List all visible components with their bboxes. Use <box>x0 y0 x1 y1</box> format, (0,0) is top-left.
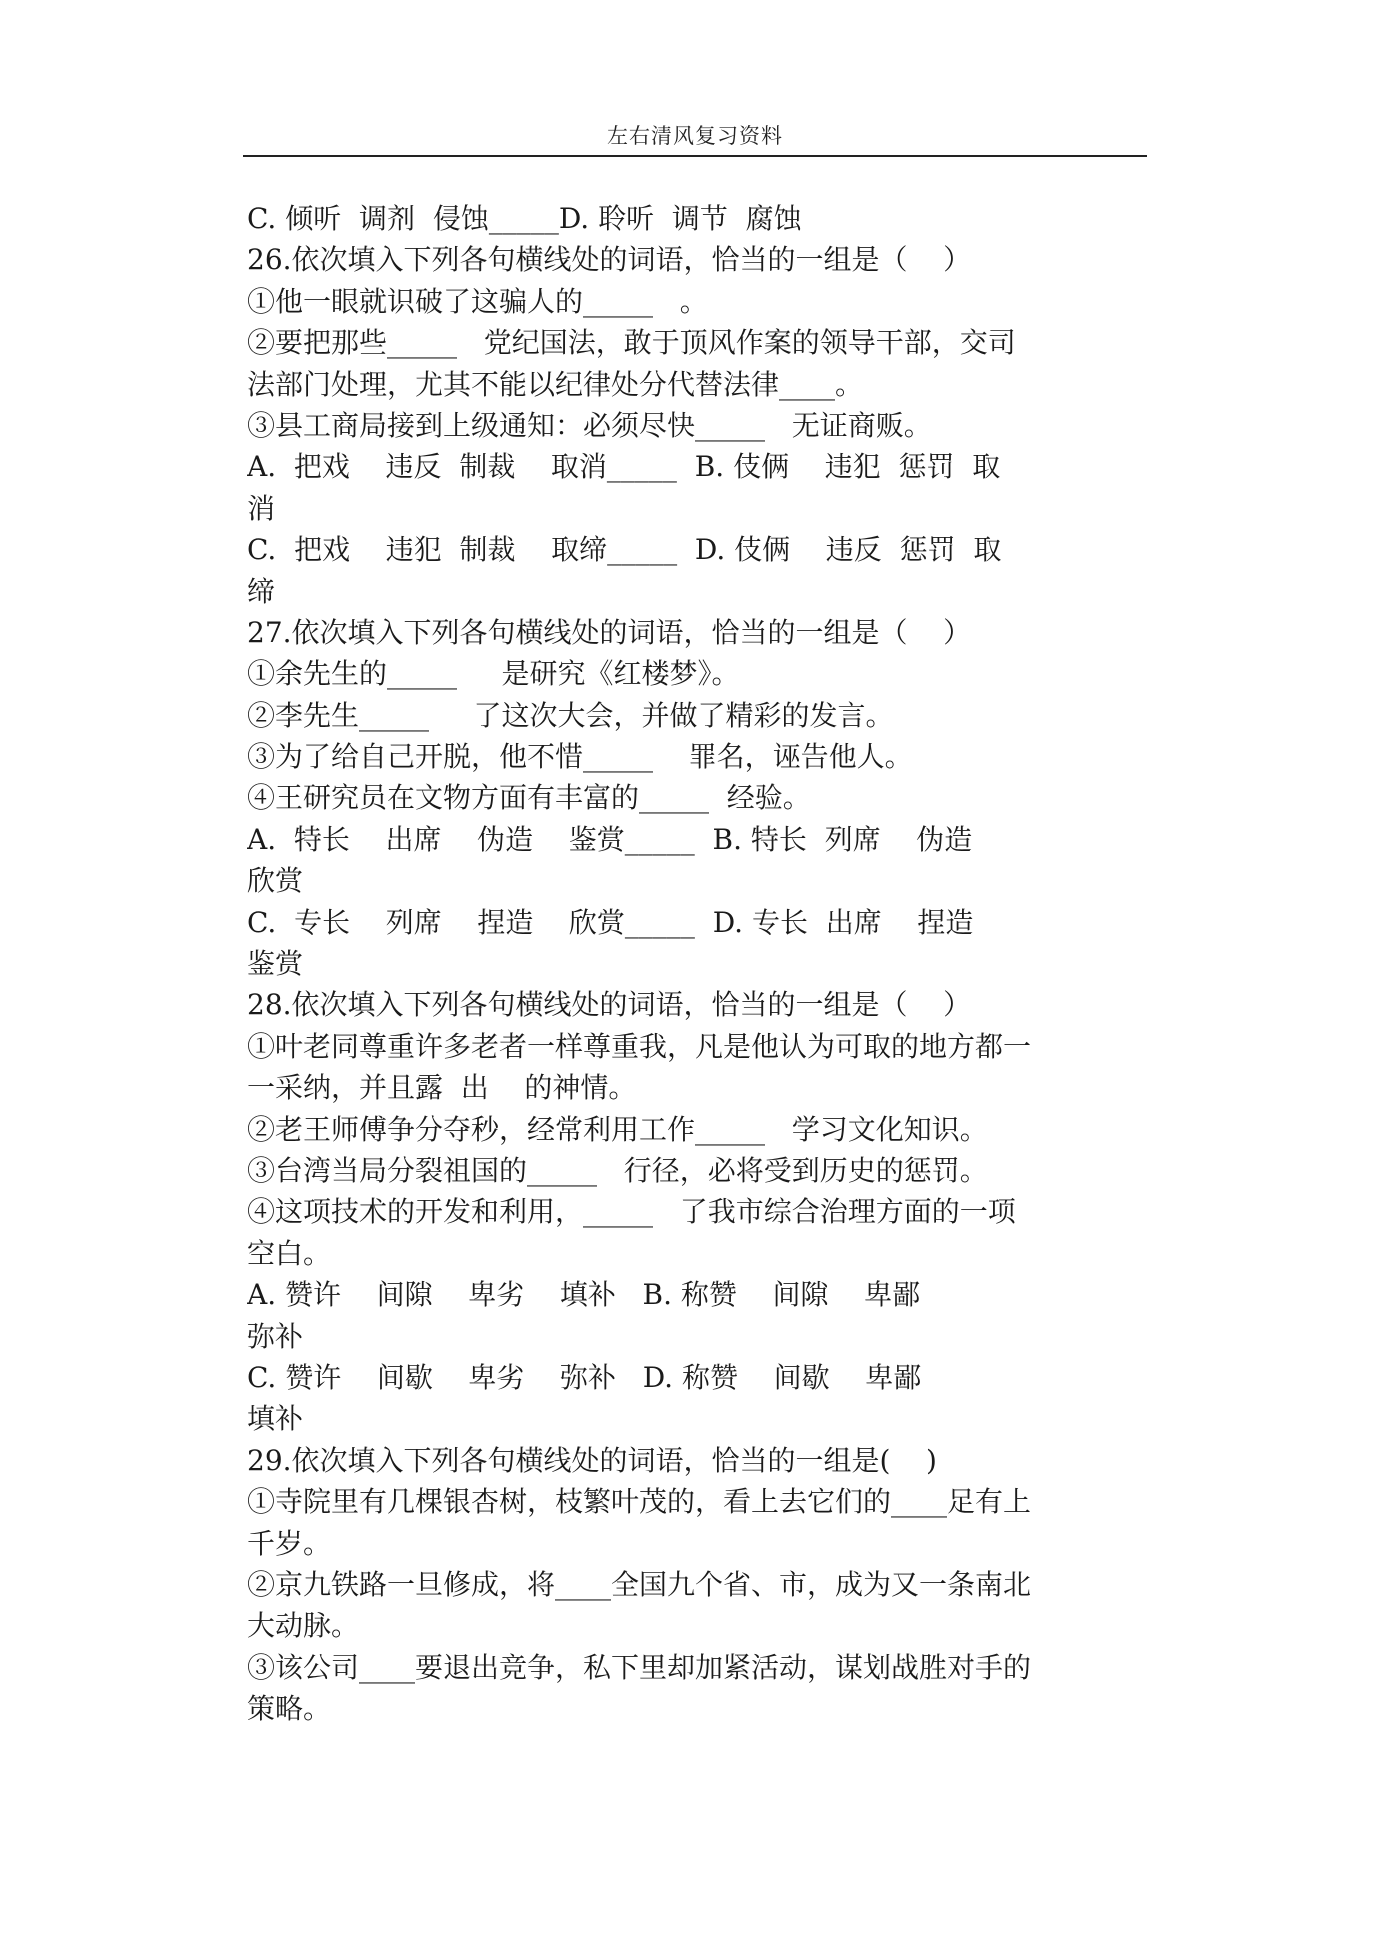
text-line: ①寺院里有几棵银杏树，枝繁叶茂的，看上去它们的____足有上 <box>247 1485 1032 1519</box>
text-line: ②老王师傅争分夺秒，经常利用工作_____ 学习文化知识。 <box>247 1112 988 1146</box>
answer-options: A. 特长 出席 伪造 鉴赏_____ B. 特长 列席 伪造 <box>247 822 973 856</box>
answer-options: 鉴赏 <box>247 947 304 981</box>
text-line: 千岁。 <box>247 1526 332 1560</box>
question-26-stem: 26.依次填入下列各句横线处的词语，恰当的一组是（ ） <box>247 243 972 277</box>
text-line: ②要把那些_____ 党纪国法，敢于顶风作案的领导干部，交司 <box>247 326 1016 360</box>
header-divider <box>243 155 1147 157</box>
text-line: ③该公司____要退出竞争，私下里却加紧活动，谋划战胜对手的 <box>247 1650 1032 1684</box>
text-line: ①叶老同尊重许多老者一样尊重我，凡是他认为可取的地方都一 <box>247 1029 1032 1063</box>
answer-options: C. 赞许 间歇 卑劣 弥补 D. 称赞 间歇 卑鄙 <box>247 1360 922 1394</box>
text-line: 空白。 <box>247 1236 332 1270</box>
text-line: ③县工商局接到上级通知：必须尽快_____ 无证商贩。 <box>247 408 932 442</box>
answer-options: A. 赞许 间隙 卑劣 填补 B. 称赞 间隙 卑鄙 <box>247 1278 921 1312</box>
text-line: 策略。 <box>247 1692 332 1726</box>
text-line: ④这项技术的开发和利用，_____ 了我市综合治理方面的一项 <box>247 1195 1016 1229</box>
text-line: 法部门处理，尤其不能以纪律处分代替法律____。 <box>247 367 864 401</box>
document-body <box>247 198 1147 1729</box>
text-line: ②李先生_____ 了这次大会，并做了精彩的发言。 <box>247 698 894 732</box>
text-line: C. 倾听 调剂 侵蚀_____D. 聆听 调节 腐蚀 <box>247 202 802 235</box>
text-line: 大动脉。 <box>247 1609 360 1643</box>
text-line: ①他一眼就识破了这骗人的_____ 。 <box>247 284 708 318</box>
page-header-title: 左右清风复习资料 <box>607 124 783 148</box>
text-line: ③为了给自己开脱，他不惜_____ 罪名，诬告他人。 <box>247 740 913 774</box>
question-27-stem: 27.依次填入下列各句横线处的词语，恰当的一组是（ ） <box>247 615 972 649</box>
answer-options: 弥补 <box>247 1319 304 1353</box>
answer-options: 欣赏 <box>247 864 304 898</box>
text-line: 一采纳，并且露 出 的神情。 <box>247 1071 637 1105</box>
question-28-stem: 28.依次填入下列各句横线处的词语，恰当的一组是（ ） <box>247 988 972 1022</box>
answer-options: 消 <box>247 491 276 525</box>
text-line: ①余先生的_____ 是研究《红楼梦》。 <box>247 657 740 691</box>
answer-options: 缔 <box>247 574 276 608</box>
text-line: ④王研究员在文物方面有丰富的_____ 经验。 <box>247 781 811 815</box>
question-29-stem: 29.依次填入下列各句横线处的词语，恰当的一组是( ) <box>247 1443 937 1477</box>
answer-options: 填补 <box>247 1402 304 1436</box>
answer-options: A. 把戏 违反 制裁 取消_____ B. 伎俩 违犯 惩罚 取 <box>247 450 1001 484</box>
answer-options: C. 专长 列席 捏造 欣赏_____ D. 专长 出席 捏造 <box>247 905 974 939</box>
text-line: ③台湾当局分裂祖国的_____ 行径，必将受到历史的惩罚。 <box>247 1153 988 1187</box>
answer-options: C. 把戏 违犯 制裁 取缔_____ D. 伎俩 违反 惩罚 取 <box>247 533 1002 567</box>
text-line: ②京九铁路一旦修成，将____全国九个省、市，成为又一条南北 <box>247 1567 1032 1601</box>
